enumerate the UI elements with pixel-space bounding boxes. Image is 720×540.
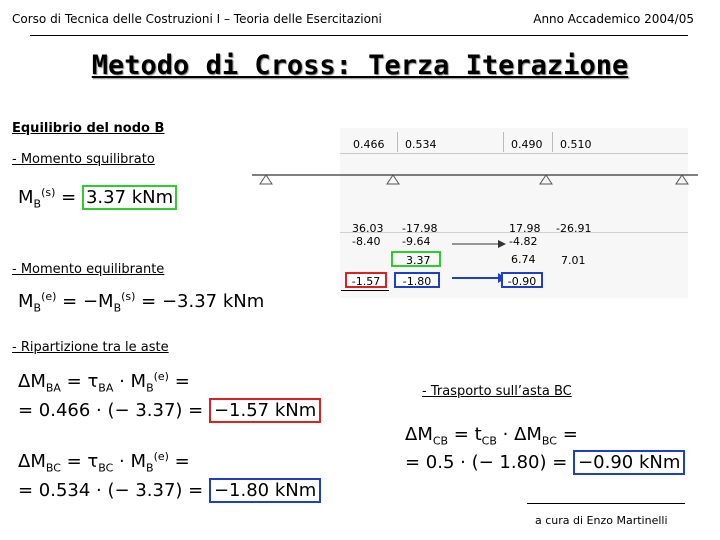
coeff-cb: 0.490 (511, 138, 543, 151)
col-c-extra: 6.74 (511, 253, 536, 266)
arrows (440, 238, 510, 288)
section-transport: - Trasporto sull’asta BC (422, 384, 572, 399)
section-balancing: - Momento equilibrante (12, 262, 165, 277)
col-c: 17.98 -4.82 (509, 222, 541, 248)
course-header: Corso di Tecnica delle Costruzioni I – Teoria delle Esercitazioni (12, 12, 382, 26)
dmbc-result-box: −1.80 kNm (209, 478, 321, 503)
page-title: Metodo di Cross: Terza Iterazione (91, 50, 629, 81)
dmba-result-box: −1.57 kNm (209, 398, 321, 423)
section-node-balance: Equilibrio del nodo B (12, 121, 165, 136)
formula-dmba-line1: $\Delta M_{BA} = \tau_{BA} \cdot M_B^{(e)}$ = (18, 370, 190, 395)
col-d: -26.91 (556, 222, 592, 235)
m-cb-box: -0.90 (501, 272, 543, 288)
formula-dmbc-line1: $\Delta M_{BC} = \tau_{BC} \cdot M_B^{(e)}$ = (18, 450, 190, 475)
section-unbalanced: - Momento squilibrato (12, 152, 155, 167)
formula-dmcb-line1: $\Delta M_{CB} = t_{CB} \cdot \Delta M_{BC}$ = (405, 424, 578, 448)
beam-diagram (250, 168, 700, 190)
unbalanced-value-box: 3.37 kNm (82, 185, 177, 210)
dmcb-result-box: −0.90 kNm (573, 450, 685, 475)
coeff-bc: 0.534 (405, 138, 437, 151)
m-bc-box: -1.80 (394, 272, 440, 288)
formula-dmba-line2: = 0.466 · (− 3.37) = −1.57 kNm (18, 400, 321, 421)
col-b: -17.98 -9.64 (402, 222, 438, 248)
formula-dmcb-line2: = 0.5 · (− 1.80) = −0.90 kNm (405, 452, 685, 473)
m-ba-box: -1.57 (345, 272, 387, 288)
formula-balancing-moment: $M_B^{(e)} = -M_B^{(s)} = -3.37$ kNm (18, 290, 265, 315)
col-d-extra: 7.01 (561, 254, 586, 267)
coeff-ba: 0.466 (353, 138, 385, 151)
footer-rule (527, 503, 685, 504)
academic-year: Anno Accademico 2004/05 (533, 12, 694, 26)
coeff-cd: 0.510 (560, 138, 592, 151)
header-rule (30, 35, 688, 36)
footer-credit: a cura di Enzo Martinelli (535, 514, 668, 527)
section-distribution: - Ripartizione tra le aste (12, 340, 169, 355)
formula-dmbc-line2: = 0.534 · (− 3.37) = −1.80 kNm (18, 480, 321, 501)
formula-unbalanced-moment: $M_B^{(s)} = 3.37$ kNm (18, 186, 177, 211)
col-a: 36.03 -8.40 (352, 222, 384, 248)
col-b-green: 3.37 (406, 254, 431, 267)
